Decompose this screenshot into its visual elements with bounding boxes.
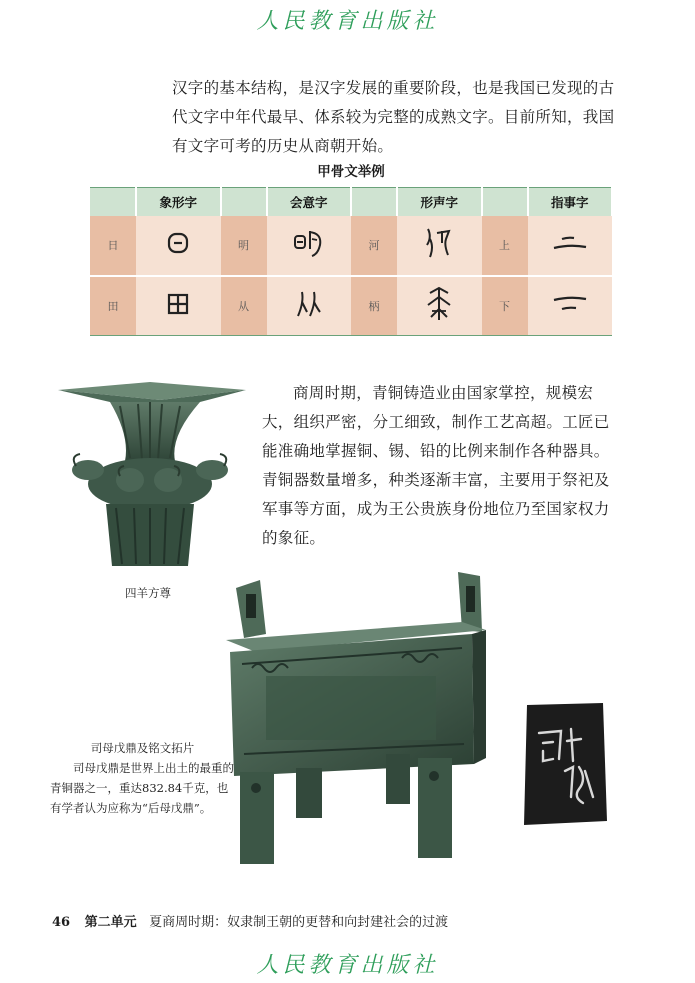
char-bing: 柄 xyxy=(351,276,397,336)
caption-simuwu-body: 司母戊鼎是世界上出土的最重的青铜器之一，重达832.84千克，也有学者认为应称为“后母戊鼎”。 xyxy=(50,761,234,815)
inscription-rubbing-image xyxy=(521,701,608,827)
oracle-glyph-he xyxy=(397,216,482,276)
oracle-glyph-ming xyxy=(267,216,352,276)
chapter-title: 夏商周时期：奴隶制王朝的更替和向封建社会的过渡 xyxy=(149,915,449,930)
four-ram-zun-image xyxy=(50,376,250,581)
caption-four-ram-zun: 四羊方尊 xyxy=(125,586,171,600)
oracle-glyph-shang xyxy=(528,216,613,276)
page-footer xyxy=(52,911,448,930)
char-xia: 下 xyxy=(482,276,528,336)
table-row xyxy=(90,276,612,336)
paragraph-bronze: 商周时期，青铜铸造业由国家掌控，规模宏大，组织严密，分工细致，制作工艺高超。工匠已能准确地掌握铜、锡、铅的比例来制作各种器具。青铜器数量增多，种类逐渐丰富，主要用于祭祀及军事等方面，成为王公贵族身份地位乃至国家权力的象征。 xyxy=(262,384,610,547)
table-row xyxy=(90,216,612,276)
header-phonosemantic: 形声字 xyxy=(397,188,482,216)
char-he: 河 xyxy=(351,216,397,276)
header-pictograph: 象形字 xyxy=(136,188,221,216)
oracle-glyph-tian xyxy=(136,276,221,336)
char-cong: 从 xyxy=(221,276,267,336)
unit-label: 第二单元 xyxy=(84,915,137,930)
char-shang: 上 xyxy=(482,216,528,276)
oracle-glyph-ri xyxy=(136,216,221,276)
table-title: 甲骨文举例 xyxy=(317,164,385,180)
header-ideograph: 会意字 xyxy=(267,188,352,216)
char-tian: 田 xyxy=(90,276,136,336)
publisher-logo-bottom: 人民教育出版社 xyxy=(256,953,439,978)
oracle-glyph-xia xyxy=(528,276,613,336)
caption-simuwu-ding xyxy=(50,738,235,818)
page-number: 46 xyxy=(52,915,71,930)
oracle-glyph-bing xyxy=(397,276,482,336)
char-ming: 明 xyxy=(221,216,267,276)
oracle-bone-table xyxy=(90,187,613,336)
paragraph-oracle-bone: 汉字的基本结构，是汉字发展的重要阶段，也是我国已发现的古代文字中年代最早、体系较为完整的成熟文字。目前所知，我国有文字可考的历史从商朝开始。 xyxy=(172,79,615,155)
publisher-logo-top: 人民教育出版社 xyxy=(256,9,439,34)
caption-simuwu-title: 司母戊鼎及铭文拓片 xyxy=(90,741,195,755)
simuwu-ding-image xyxy=(222,568,490,870)
header-indicative: 指事字 xyxy=(528,188,613,216)
table-header-row xyxy=(90,188,612,216)
char-ri: 日 xyxy=(90,216,136,276)
oracle-glyph-cong xyxy=(267,276,352,336)
